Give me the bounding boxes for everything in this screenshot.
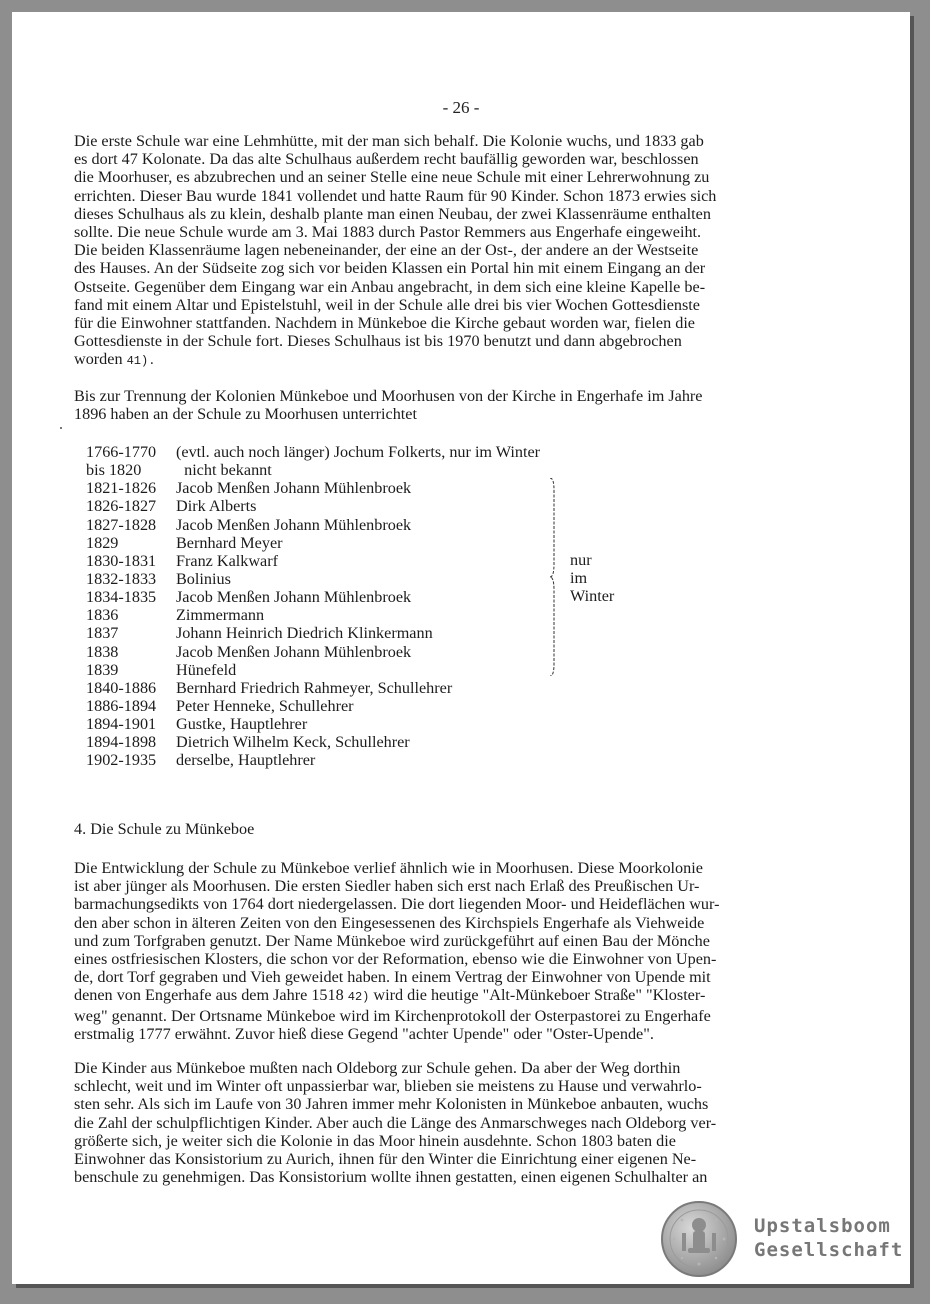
seal-icon [660, 1200, 738, 1278]
teacher-name: Bolinius [176, 569, 231, 588]
scan-speck [60, 427, 62, 429]
teacher-name: Peter Henneke, Schullehrer [176, 696, 354, 715]
teacher-years: 1840-1886 [86, 678, 157, 697]
text-line: des Hauses. An der Südseite zog sich vor beiden Klassen ein Portal hin mit einem Eingang an der [74, 259, 706, 278]
text-line: es dort 47 Kolonate. Da das alte Schulhaus außerdem recht baufällig geworden war, beschlossen [74, 150, 699, 169]
section-heading: 4. Die Schule zu Münkeboe [74, 820, 255, 838]
teacher-years: 1834-1835 [86, 588, 157, 607]
winter-note [570, 551, 614, 605]
text-line: Bis zur Trennung der Kolonien Münkeboe und Moorhusen von der Kirche in Engerhafe im Jahre [74, 387, 703, 405]
teacher-row [86, 697, 540, 715]
text-line: barmachungsedikts von 1764 dort niedergelassen. Die dort liegenden Moor- und Heideflächen wur- [74, 895, 720, 914]
winter-note-line: im [570, 569, 588, 588]
teacher-row [86, 552, 540, 570]
teacher-row [86, 588, 540, 606]
teacher-row [86, 643, 540, 661]
teacher-years: 1832-1833 [86, 569, 157, 588]
text-line: Die Kinder aus Münkeboe mußten nach Oldeborg zur Schule gehen. Da aber der Weg dorthin [74, 1059, 681, 1077]
teacher-row [86, 479, 540, 497]
winter-note-line: nur [570, 551, 592, 569]
text-line: fand mit einem Altar und Epistelstuhl, weil in der Schule alle drei bis vier Wochen Gottesdienste [74, 295, 700, 314]
text-line: und zum Torfgraben genutzt. Der Name Münkeboe wird zurückgeführt auf einen Bau der Mönche [74, 931, 710, 950]
text-line: den aber schon in älteren Zeiten von den Eingesessenen des Kirchspiels Engerhafe als Viehweide [74, 913, 705, 932]
teacher-name: Bernhard Friedrich Rahmeyer, Schullehrer [176, 678, 453, 697]
text-line: weg" genannt. Der Ortsname Münkeboe wird im Kirchenprotokoll der Osterpastorei zu Engerhafe [74, 1006, 711, 1025]
teacher-years: 1838 [86, 642, 119, 661]
text-line: benschule zu genehmigen. Das Konsistorium wollte ihnen gestatten, einen eigenen Schulhalter an [74, 1168, 708, 1187]
text-line: 1896 haben an der Schule zu Moorhusen unterrichtet [74, 405, 417, 424]
text-line: sten sehr. Als sich im Laufe von 30 Jahren immer mehr Kolonisten in Münkeboe anbauten, wuchs [74, 1095, 709, 1114]
teacher-name: Johann Heinrich Diedrich Klinkermann [176, 624, 433, 643]
text-line: errichten. Dieser Bau wurde 1841 vollendet und hatte Raum für 90 Kinder. Schon 1873 erwies sich [74, 186, 717, 205]
teacher-name: Franz Kalkwarf [176, 551, 279, 570]
teacher-years: 1829 [86, 533, 119, 552]
text-line: ist aber jünger als Moorhusen. Die ersten Siedler haben sich erst nach Erlaß des Preußischen Ur- [74, 877, 700, 896]
text-fragment: wird die heutige "Alt-Münkeboer Straße" "Kloster- [373, 986, 706, 1005]
teacher-name: Dirk Alberts [176, 497, 257, 516]
teacher-years: 1766-1770 [86, 443, 157, 461]
teacher-row [86, 443, 540, 461]
winter-note-line: Winter [570, 587, 615, 606]
brace-icon [549, 478, 555, 676]
teacher-row [86, 679, 540, 697]
text-line: für die Einwohner stattfanden. Nachdem in Münkeboe die Kirche gebaut worden war, fielen die [74, 314, 695, 333]
text-line: sollte. Die neue Schule wurde am 3. Mai 1883 durch Pastor Remmers aus Engerhafe eingeweiht. [74, 223, 702, 242]
teacher-years: 1894-1898 [86, 733, 157, 752]
text-fragment: denen von Engerhafe aus dem Jahre 1518 [74, 986, 344, 1005]
paragraph-4 [74, 1059, 826, 1186]
teacher-name: derselbe, Hauptlehrer [176, 751, 316, 770]
teacher-row [86, 461, 540, 479]
teacher-name: Bernhard Meyer [176, 533, 283, 552]
text-line [74, 350, 826, 370]
teacher-name: Hünefeld [176, 660, 237, 679]
teacher-row [86, 751, 540, 769]
page-number: - 26 - [442, 98, 480, 117]
logo-wordmark [754, 1214, 903, 1262]
teacher-row [86, 606, 540, 624]
teacher-years: 1821-1826 [86, 479, 157, 498]
teacher-name: Jacob Menßen Johann Mühlenbroek [176, 479, 412, 498]
paragraph-2 [74, 387, 826, 423]
teacher-name: Jacob Menßen Johann Mühlenbroek [176, 642, 412, 661]
text-line: Einwohner das Konsistorium zu Aurich, ihnen für den Winter die Einrichtung einer eigenen Ne- [74, 1150, 697, 1169]
teacher-row [86, 570, 540, 588]
logo-line-1: Upstalsboom [754, 1215, 891, 1237]
teacher-list [86, 443, 540, 770]
text-line: Die beiden Klassenräume lagen nebeneinander, der eine an der Ost-, der andere an der Westseite [74, 241, 699, 260]
paragraph-1 [74, 132, 826, 371]
text-line: dieses Schulhaus als zu klein, deshalb plante man einen Neubau, der zwei Klassenräume enthalten [74, 204, 711, 223]
teacher-row [86, 516, 540, 534]
text-line: de, dort Torf gegraben und Vieh geweidet haben. In einem Vertrag der Einwohner von Upende mit [74, 968, 711, 987]
text-line [74, 986, 826, 1006]
teacher-years: 1886-1894 [86, 696, 157, 715]
teacher-years: 1894-1901 [86, 715, 157, 734]
text-line: Die erste Schule war eine Lehmhütte, mit der man sich behalf. Die Kolonie wuchs, und 1833 gab [74, 132, 704, 150]
text-line: Die Entwicklung der Schule zu Münkeboe verlief ähnlich wie in Moorhusen. Diese Moorkolonie [74, 859, 703, 877]
teacher-row [86, 497, 540, 515]
teacher-years: 1837 [86, 624, 119, 643]
teacher-years: 1830-1831 [86, 551, 157, 570]
document-page [12, 12, 910, 1284]
text-line: Gottesdienste in der Schule fort. Dieses Schulhaus ist bis 1970 benutzt und dann abgebrochen [74, 332, 682, 351]
teacher-row [86, 534, 540, 552]
text-line: eines ostfriesischen Klosters, die schon vor der Reformation, ebenso wie die Einwohner von Upen- [74, 950, 717, 969]
text-line: Ostseite. Gegenüber dem Eingang war ein Anbau angebracht, in dem sich eine kleine Kapelle be- [74, 277, 706, 296]
teacher-name: (evtl. auch noch länger) Jochum Folkerts, nur im Winter [176, 443, 541, 461]
text-line: erstmalig 1777 erwähnt. Zuvor hieß diese Gegend "achter Upende" oder "Oster-Upende". [74, 1024, 654, 1043]
text-line: schlecht, weit und im Winter oft unpassierbar war, blieben sie meistens zu Hause und verwahrlo- [74, 1077, 702, 1096]
teacher-years: bis 1820 [86, 461, 142, 480]
teacher-years: 1827-1828 [86, 515, 157, 534]
teacher-name: Jacob Menßen Johann Mühlenbroek [176, 515, 412, 534]
text-line: die Moorhuser, es abzubrechen und an seiner Stelle eine neue Schule mit einer Lehrerwohnung zu [74, 168, 710, 187]
teacher-name: Jacob Menßen Johann Mühlenbroek [176, 588, 412, 607]
teacher-years: 1836 [86, 606, 119, 625]
teacher-row [86, 624, 540, 642]
text-line: größerte sich, je weiter sich die Kolonie in das Moor hinein ausdehnte. Schon 1803 baten die [74, 1131, 676, 1150]
footnote-ref: 42) [347, 990, 370, 1005]
teacher-name: Zimmermann [176, 606, 265, 625]
teacher-row [86, 733, 540, 751]
paragraph-3 [74, 859, 826, 1043]
teacher-name: nicht bekannt [176, 461, 272, 480]
teacher-name: Gustke, Hauptlehrer [176, 715, 308, 734]
text-line: die Zahl der schulpflichtigen Kinder. Aber auch die Länge des Anmarschweges nach Oldeborg ver- [74, 1113, 717, 1132]
footnote-ref: 41). [126, 354, 156, 369]
teacher-years: 1826-1827 [86, 497, 157, 516]
teacher-row [86, 661, 540, 679]
teacher-years: 1902-1935 [86, 751, 157, 770]
teacher-years: 1839 [86, 660, 119, 679]
text-fragment: worden [74, 350, 123, 369]
teacher-row [86, 715, 540, 733]
logo-line-2: Gesellschaft [754, 1239, 904, 1261]
teacher-name: Dietrich Wilhelm Keck, Schullehrer [176, 733, 410, 752]
